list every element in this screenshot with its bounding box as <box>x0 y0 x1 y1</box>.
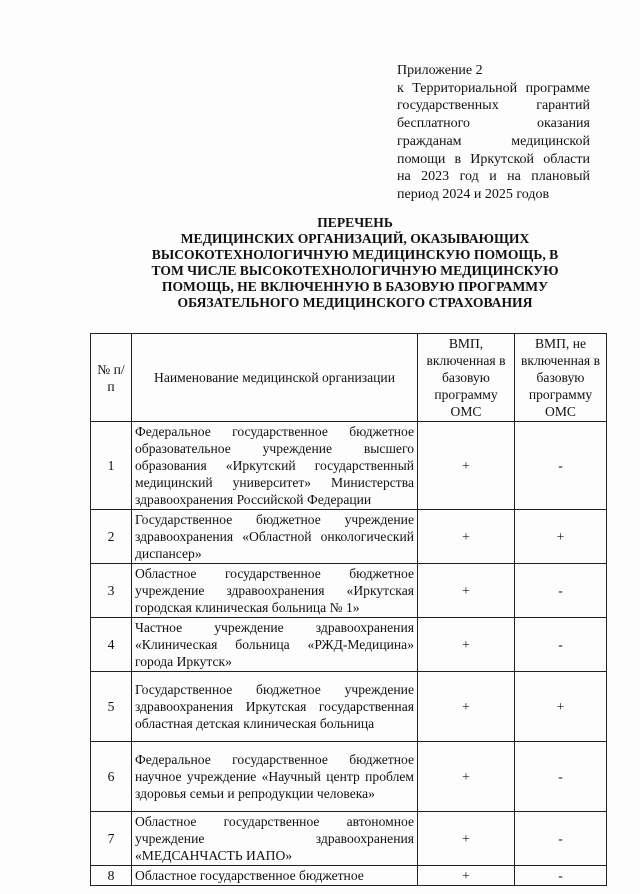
table-row <box>91 866 607 886</box>
header-number: № п/п <box>91 334 132 422</box>
vmp-not-included-mark: - <box>515 618 607 672</box>
title-line: ОБЯЗАТЕЛЬНОГО МЕДИЦИНСКОГО СТРАХОВАНИЯ <box>177 295 533 310</box>
vmp-included-mark: + <box>418 866 515 886</box>
row-number: 2 <box>91 510 132 564</box>
vmp-included-mark: + <box>418 742 515 812</box>
organization-name: Областное государственное бюджетное учреждение здравоохранения «Иркутская городская клиническая больница № 1» <box>132 564 418 618</box>
vmp-included-mark: + <box>418 618 515 672</box>
row-number: 4 <box>91 618 132 672</box>
vmp-not-included-mark: - <box>515 564 607 618</box>
row-number: 6 <box>91 742 132 812</box>
vmp-included-mark: + <box>418 564 515 618</box>
appendix-text: к Территориальной программе государственных гарантий бесплатного оказания гражданам медицинской помощи в Иркутской области на 2023 год и на плановый период 2024 и 2025 годов <box>397 80 590 202</box>
vmp-included-mark: + <box>418 672 515 742</box>
vmp-not-included-mark: + <box>515 510 607 564</box>
organization-name: Областное государственное бюджетное <box>132 866 418 886</box>
organization-name: Федеральное государственное бюджетное образовательное учреждение высшего образования «Иркутский государственный медицинский университет» Министерства здравоохранения Российской Федерации <box>132 422 418 510</box>
table-row <box>91 422 607 510</box>
title-line: МЕДИЦИНСКИХ ОРГАНИЗАЦИЙ, ОКАЗЫВАЮЩИХ <box>180 231 530 246</box>
header-organization-name: Наименование медицинской организации <box>132 334 418 422</box>
vmp-included-mark: + <box>418 422 515 510</box>
vmp-included-mark: + <box>418 812 515 866</box>
header-vmp-included: ВМП, включенная в базовую программу ОМС <box>418 334 515 422</box>
organizations-table <box>90 333 607 886</box>
organization-name: Частное учреждение здравоохранения «Клиническая больница «РЖД-Медицина» города Иркутск» <box>132 618 418 672</box>
table-header-row <box>91 334 607 422</box>
organization-name: Государственное бюджетное учреждение здравоохранения «Областной онкологический диспансер» <box>132 510 418 564</box>
row-number: 5 <box>91 672 132 742</box>
table-row <box>91 742 607 812</box>
title-line: ТОМ ЧИСЛЕ ВЫСОКОТЕХНОЛОГИЧНУЮ МЕДИЦИНСКУЮ <box>151 263 559 278</box>
vmp-included-mark: + <box>418 510 515 564</box>
row-number: 3 <box>91 564 132 618</box>
title-line: ПОМОЩЬ, НЕ ВКЛЮЧЕННУЮ В БАЗОВУЮ ПРОГРАММУ <box>161 279 549 294</box>
table-row <box>91 672 607 742</box>
vmp-not-included-mark: - <box>515 742 607 812</box>
table-row <box>91 564 607 618</box>
row-number: 1 <box>91 422 132 510</box>
document-title <box>112 215 598 311</box>
title-line: ВЫСОКОТЕХНОЛОГИЧНУЮ МЕДИЦИНСКУЮ ПОМОЩЬ, В <box>151 247 559 262</box>
organization-name: Государственное бюджетное учреждение здравоохранения Иркутская государственная областная детская клиническая больница <box>132 672 418 742</box>
row-number: 7 <box>91 812 132 866</box>
vmp-not-included-mark: - <box>515 812 607 866</box>
header-vmp-not-included: ВМП, не включенная в базовую программу ОМС <box>515 334 607 422</box>
organization-name: Областное государственное автономное учреждение здравоохранения «МЕДСАНЧАСТЬ ИАПО» <box>132 812 418 866</box>
organization-name: Федеральное государственное бюджетное научное учреждение «Научный центр проблем здоровья семьи и репродукции человека» <box>132 742 418 812</box>
vmp-not-included-mark: + <box>515 672 607 742</box>
table-row <box>91 812 607 866</box>
title-line: ПЕРЕЧЕНЬ <box>317 215 393 230</box>
row-number: 8 <box>91 866 132 886</box>
table-row <box>91 510 607 564</box>
vmp-not-included-mark: - <box>515 866 607 886</box>
table-row <box>91 618 607 672</box>
appendix-note <box>397 62 590 204</box>
appendix-label: Приложение 2 <box>397 63 483 78</box>
vmp-not-included-mark: - <box>515 422 607 510</box>
